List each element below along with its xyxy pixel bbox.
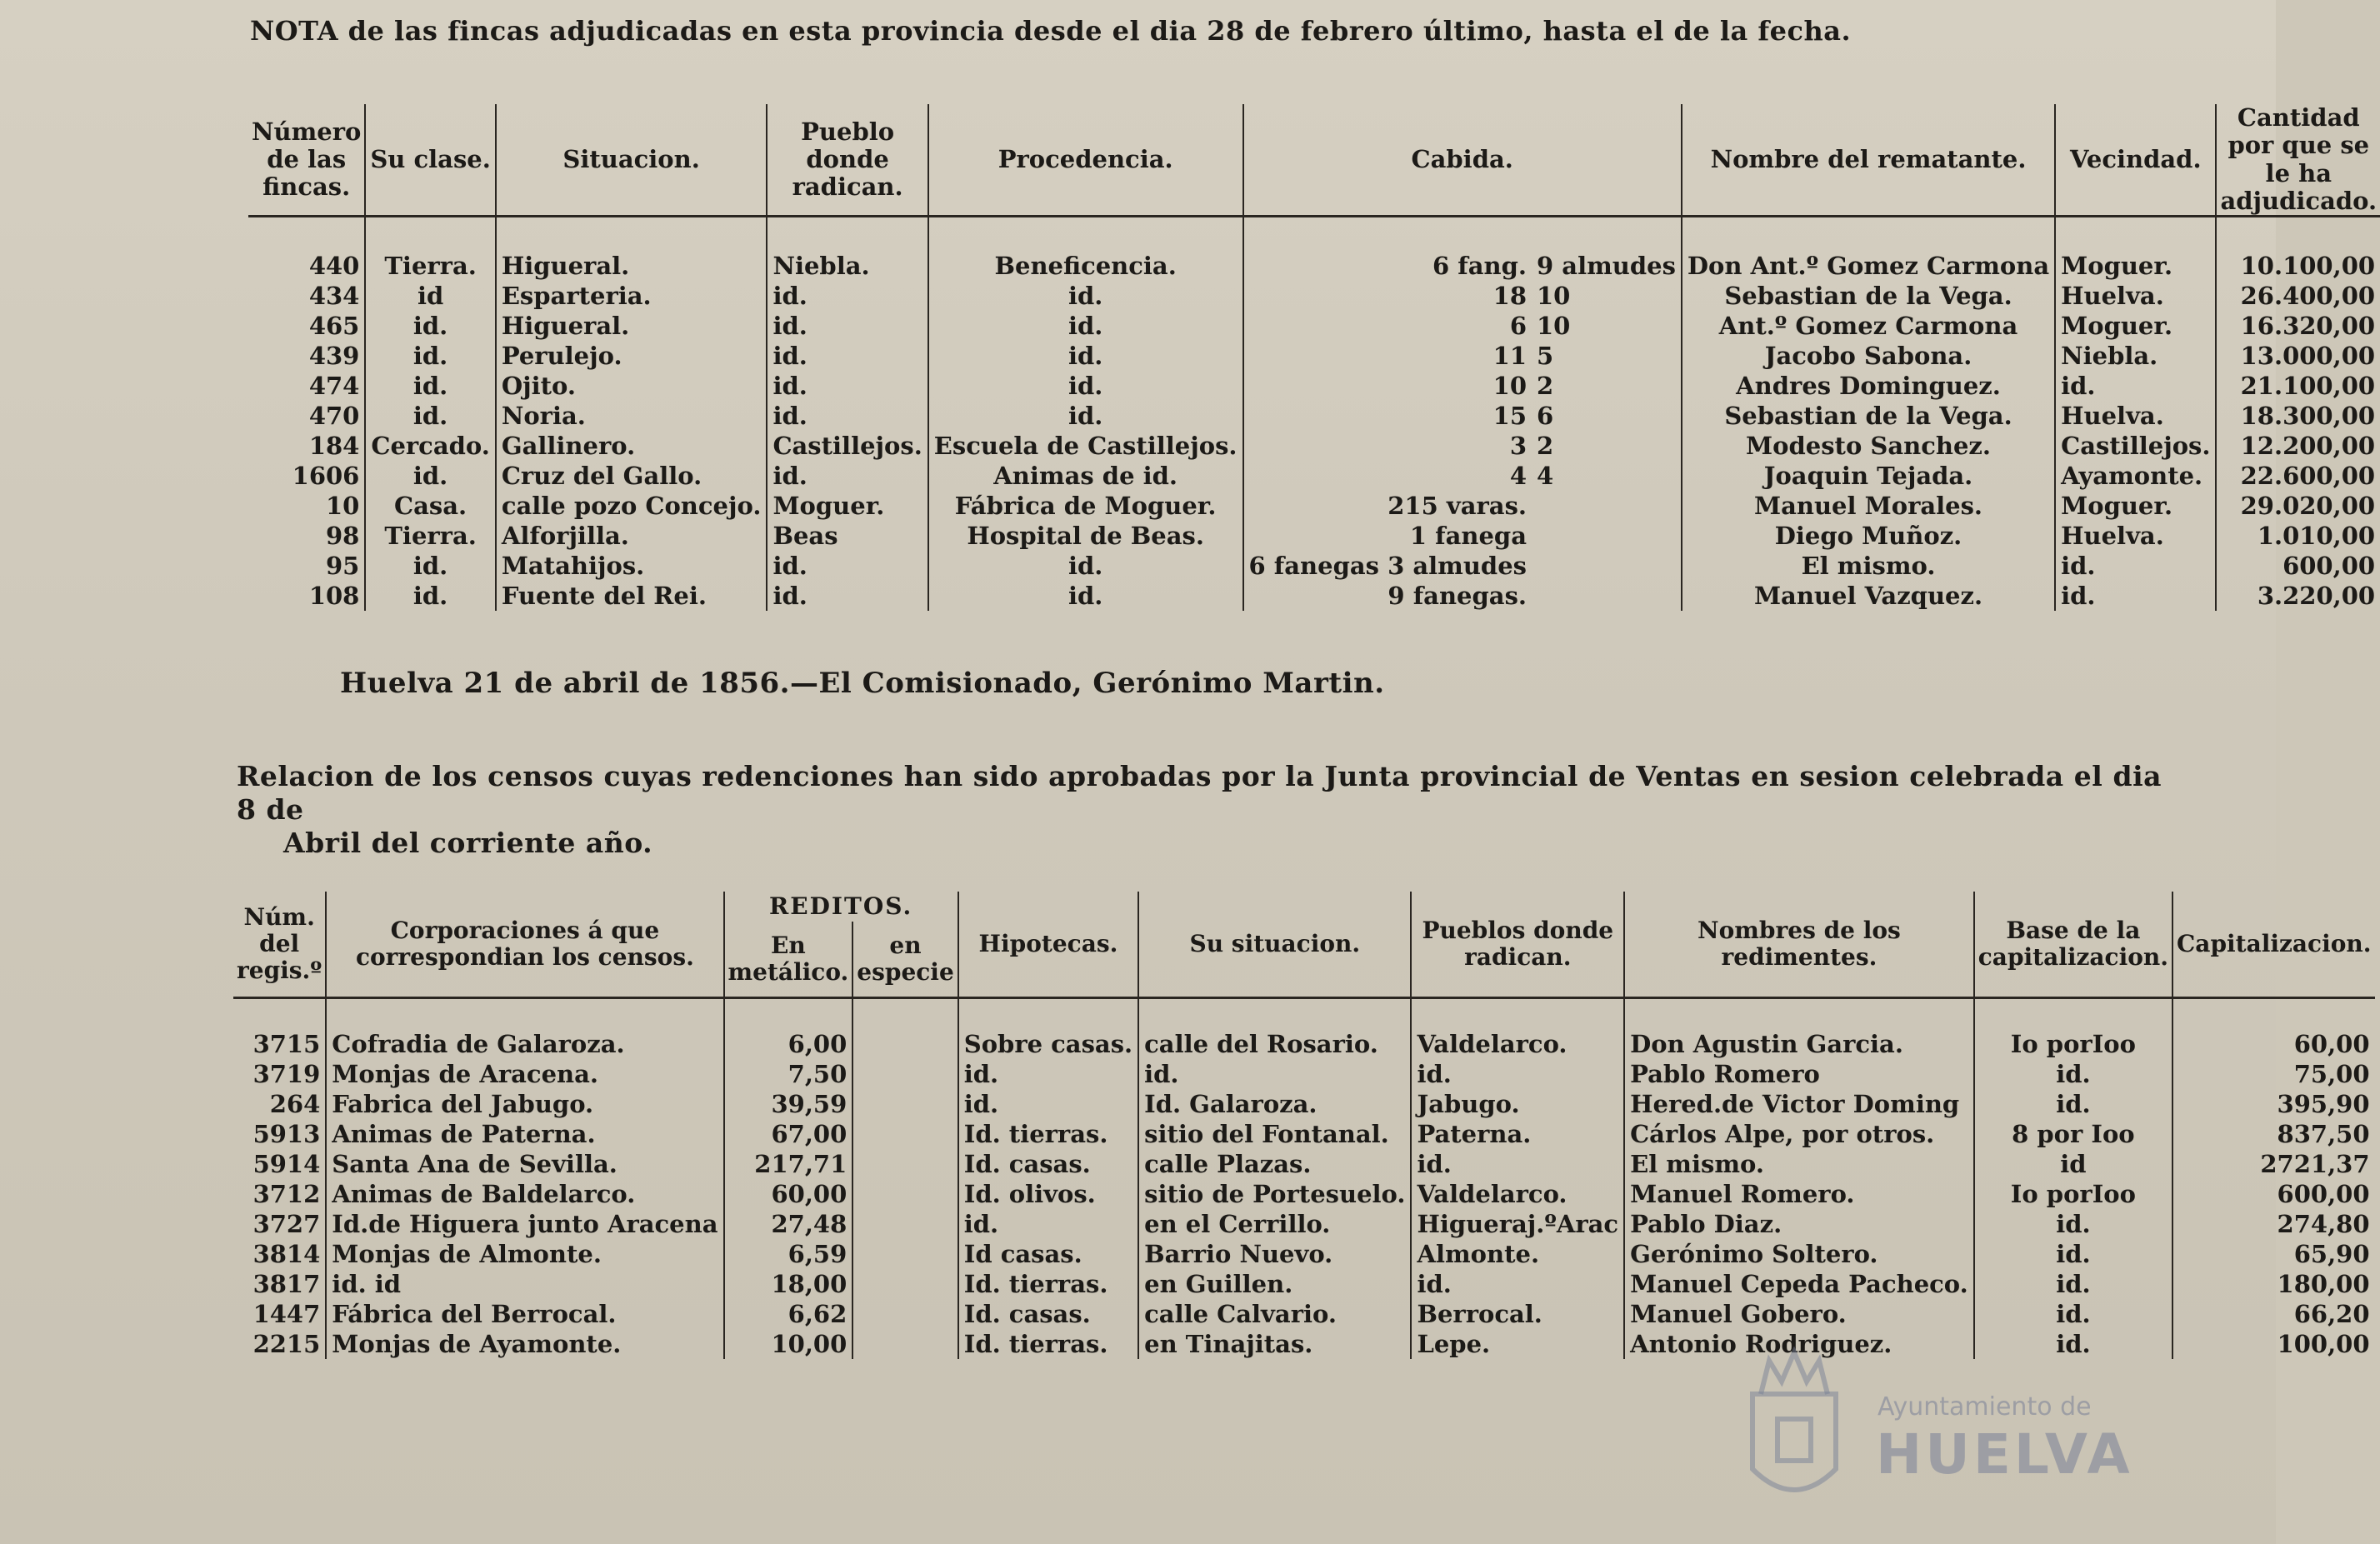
censo-registro: 5914 <box>252 1150 321 1178</box>
table-row <box>233 998 2375 1060</box>
finca-numero: 98 <box>326 522 360 551</box>
censo-corporacion: Id.de Higuera junto Aracena <box>326 1209 723 1239</box>
finca-procedencia: id. <box>928 581 1243 611</box>
censo-hipoteca: Sobre casas. <box>958 998 1138 1060</box>
finca-procedencia: id. <box>928 281 1243 311</box>
finca-pueblo: id. <box>767 551 928 581</box>
finca-cabida-b: 6 <box>1537 402 1554 431</box>
censo-metalico: 6,62 <box>724 1299 853 1329</box>
table-row <box>233 1299 2375 1329</box>
censo-pueblo: Lepe. <box>1411 1329 1624 1359</box>
finca-procedencia: id. <box>928 401 1243 431</box>
finca-cabida-b <box>1532 551 1682 581</box>
table-row <box>233 1059 2375 1089</box>
finca-cantidad: 600,00 <box>2216 551 2380 581</box>
finca-pueblo: id. <box>767 461 928 491</box>
censo-corporacion: Cofradia de Galaroza. <box>326 998 723 1060</box>
censo-hipoteca: Id casas. <box>958 1239 1138 1269</box>
finca-pueblo: Moguer. <box>767 491 928 521</box>
censos-header-group-row <box>233 892 2375 922</box>
censo-capitalizacion: 75,00 <box>2172 1059 2375 1089</box>
finca-pueblo: id. <box>767 281 928 311</box>
finca-situacion: Alforjilla. <box>496 521 768 551</box>
censo-situacion: en Guillen. <box>1138 1269 1411 1299</box>
censo-pueblo: Valdelarco. <box>1411 1179 1624 1209</box>
censo-metalico: 67,00 <box>724 1119 853 1149</box>
relacion-title-line1: Relacion de los censos cuyas redenciones han sido aprobadas por la Junta provincial de Ventas en sesion celebrada el dia 8 de <box>237 760 2162 826</box>
censo-hipoteca: Id. tierras. <box>958 1269 1138 1299</box>
finca-situacion: Noria. <box>496 401 768 431</box>
finca-cabida-b <box>1532 491 1682 521</box>
censo-metalico: 27,48 <box>724 1209 853 1239</box>
finca-rematante: El mismo. <box>1682 551 2055 581</box>
censo-capitalizacion: 66,20 <box>2172 1299 2375 1329</box>
censo-capitalizacion: 837,50 <box>2172 1119 2375 1149</box>
finca-cabida-b: 4 <box>1537 462 1554 491</box>
table-row <box>248 281 2380 311</box>
censo-especie <box>852 1299 958 1329</box>
finca-cabida-a: 10 <box>1243 371 1532 401</box>
censo-corporacion: Monjas de Aracena. <box>326 1059 723 1089</box>
finca-vecindad: id. <box>2055 581 2216 611</box>
fincas-header-row <box>248 104 2380 217</box>
finca-situacion: Matahijos. <box>496 551 768 581</box>
censo-especie <box>852 1059 958 1089</box>
censo-redimente: Manuel Romero. <box>1624 1179 1974 1209</box>
finca-cantidad: 1.010,00 <box>2216 521 2380 551</box>
finca-situacion: Ojito. <box>496 371 768 401</box>
finca-situacion: calle pozo Concejo. <box>496 491 768 521</box>
finca-cabida-b: 10 <box>1537 312 1571 341</box>
finca-cantidad: 22.600,00 <box>2216 461 2380 491</box>
censo-registro: 5913 <box>252 1120 321 1148</box>
finca-situacion: Perulejo. <box>496 341 768 371</box>
header-corporaciones: Corporaciones á que correspondian los censos. <box>326 892 723 998</box>
finca-rematante: Joaquin Tejada. <box>1682 461 2055 491</box>
censo-corporacion: Animas de Baldelarco. <box>326 1179 723 1209</box>
censo-especie <box>852 1149 958 1179</box>
finca-clase: Casa. <box>365 491 495 521</box>
header-cabida: Cabida. <box>1243 104 1682 217</box>
finca-numero: 95 <box>326 552 360 581</box>
finca-numero: 10 <box>326 492 360 521</box>
finca-cantidad: 26.400,00 <box>2216 281 2380 311</box>
censo-situacion: calle Plazas. <box>1138 1149 1411 1179</box>
finca-rematante: Don Ant.º Gomez Carmona <box>1682 217 2055 282</box>
censo-redimente: Gerónimo Soltero. <box>1624 1239 1974 1269</box>
watermark-line2: HUELVA <box>1876 1422 2133 1487</box>
header-vecindad: Vecindad. <box>2055 104 2216 217</box>
censo-pueblo: id. <box>1411 1059 1624 1089</box>
censo-metalico: 6,00 <box>724 998 853 1060</box>
finca-rematante: Ant.º Gomez Carmona <box>1682 311 2055 341</box>
censo-pueblo: Higueraj.ºArac <box>1411 1209 1624 1239</box>
censo-situacion: calle del Rosario. <box>1138 998 1411 1060</box>
table-row <box>248 217 2380 282</box>
censo-registro: 3715 <box>252 1030 321 1058</box>
table-row <box>248 491 2380 521</box>
censo-base: 8 por Ioo <box>1974 1119 2172 1149</box>
header-numero: Número de las fincas. <box>248 104 365 217</box>
censo-registro: 3727 <box>252 1210 321 1238</box>
table-row <box>233 1119 2375 1149</box>
censo-pueblo: Almonte. <box>1411 1239 1624 1269</box>
censo-base: id. <box>1974 1329 2172 1359</box>
finca-situacion: Fuente del Rei. <box>496 581 768 611</box>
censo-registro: 3712 <box>252 1180 321 1208</box>
finca-pueblo: Beas <box>767 521 928 551</box>
finca-numero: 184 <box>308 432 360 461</box>
finca-numero: 439 <box>308 342 360 371</box>
finca-vecindad: Ayamonte. <box>2055 461 2216 491</box>
finca-pueblo: Niebla. <box>767 217 928 282</box>
censo-corporacion: Animas de Paterna. <box>326 1119 723 1149</box>
finca-clase: id. <box>365 311 495 341</box>
censo-redimente: Antonio Rodriguez. <box>1624 1329 1974 1359</box>
finca-pueblo: id. <box>767 341 928 371</box>
finca-numero: 470 <box>308 402 360 431</box>
finca-clase: id. <box>365 401 495 431</box>
relacion-title <box>237 760 2162 860</box>
censo-situacion: Barrio Nuevo. <box>1138 1239 1411 1269</box>
censo-metalico: 6,59 <box>724 1239 853 1269</box>
censo-registro: 264 <box>269 1090 321 1118</box>
header-procedencia: Procedencia. <box>928 104 1243 217</box>
censo-situacion: Id. Galaroza. <box>1138 1089 1411 1119</box>
censo-base: id. <box>1974 1059 2172 1089</box>
censo-registro: 3817 <box>252 1270 321 1298</box>
finca-situacion: Gallinero. <box>496 431 768 461</box>
finca-cantidad: 3.220,00 <box>2216 581 2380 611</box>
finca-procedencia: Fábrica de Moguer. <box>928 491 1243 521</box>
finca-numero: 434 <box>308 282 360 311</box>
censo-situacion: id. <box>1138 1059 1411 1089</box>
finca-cantidad: 29.020,00 <box>2216 491 2380 521</box>
censo-capitalizacion: 2721,37 <box>2172 1149 2375 1179</box>
censo-especie <box>852 1119 958 1149</box>
header-cantidad: Cantidad por que se le ha adjudicado. <box>2216 104 2380 217</box>
relacion-title-line2: Abril del corriente año. <box>283 827 653 859</box>
finca-rematante: Modesto Sanchez. <box>1682 431 2055 461</box>
table-row <box>233 1239 2375 1269</box>
censo-hipoteca: Id. casas. <box>958 1149 1138 1179</box>
header-hipotecas: Hipotecas. <box>958 892 1138 998</box>
fincas-table <box>248 104 2380 611</box>
censo-corporacion: Santa Ana de Sevilla. <box>326 1149 723 1179</box>
censo-metalico: 217,71 <box>724 1149 853 1179</box>
finca-numero: 108 <box>308 582 360 611</box>
finca-cabida-b: 5 <box>1537 342 1554 371</box>
table-row <box>248 551 2380 581</box>
censo-hipoteca: Id. casas. <box>958 1299 1138 1329</box>
table-row <box>248 521 2380 551</box>
table-row <box>248 311 2380 341</box>
finca-cabida-b: 2 <box>1537 372 1554 401</box>
censo-registro: 2215 <box>252 1330 321 1358</box>
finca-cabida-a: 15 <box>1243 401 1532 431</box>
finca-cabida-a: 9 fanegas. <box>1243 581 1532 611</box>
finca-procedencia: Animas de id. <box>928 461 1243 491</box>
finca-cantidad: 12.200,00 <box>2216 431 2380 461</box>
censo-redimente: Pablo Diaz. <box>1624 1209 1974 1239</box>
header-registro: Núm. del regis.º <box>233 892 326 998</box>
finca-numero: 440 <box>308 252 360 281</box>
censo-metalico: 18,00 <box>724 1269 853 1299</box>
censo-base: id. <box>1974 1299 2172 1329</box>
header-metalico: En metálico. <box>724 922 853 998</box>
censo-capitalizacion: 180,00 <box>2172 1269 2375 1299</box>
censo-situacion: en Tinajitas. <box>1138 1329 1411 1359</box>
censo-corporacion: Monjas de Ayamonte. <box>326 1329 723 1359</box>
finca-clase: id. <box>365 341 495 371</box>
finca-clase: id. <box>365 461 495 491</box>
finca-vecindad: Niebla. <box>2055 341 2216 371</box>
table-row <box>248 461 2380 491</box>
finca-cabida-b <box>1532 581 1682 611</box>
finca-cabida-a: 18 <box>1243 281 1532 311</box>
finca-cabida-b: 2 <box>1537 432 1554 461</box>
finca-vecindad: Castillejos. <box>2055 431 2216 461</box>
censo-base: id. <box>1974 1269 2172 1299</box>
censo-capitalizacion: 65,90 <box>2172 1239 2375 1269</box>
signature-line: Huelva 21 de abril de 1856.—El Comisionado, Gerónimo Martin. <box>340 667 1385 700</box>
finca-clase: Cercado. <box>365 431 495 461</box>
finca-procedencia: Escuela de Castillejos. <box>928 431 1243 461</box>
finca-situacion: Esparteria. <box>496 281 768 311</box>
table-row <box>248 371 2380 401</box>
censo-redimente: Hered.de Victor Doming <box>1624 1089 1974 1119</box>
finca-vecindad: id. <box>2055 371 2216 401</box>
finca-procedencia: id. <box>928 371 1243 401</box>
table-row <box>248 581 2380 611</box>
censo-situacion: sitio de Portesuelo. <box>1138 1179 1411 1209</box>
finca-cantidad: 16.320,00 <box>2216 311 2380 341</box>
finca-cabida-b: 9 almudes <box>1537 252 1676 281</box>
censo-redimente: El mismo. <box>1624 1149 1974 1179</box>
censo-base: Io porIoo <box>1974 998 2172 1060</box>
header-base: Base de la capitalizacion. <box>1974 892 2172 998</box>
finca-cabida-a: 6 <box>1243 311 1532 341</box>
censo-pueblo: Valdelarco. <box>1411 998 1624 1060</box>
finca-cabida-a: 11 <box>1243 341 1532 371</box>
finca-cantidad: 18.300,00 <box>2216 401 2380 431</box>
finca-vecindad: id. <box>2055 551 2216 581</box>
censo-especie <box>852 1089 958 1119</box>
finca-clase: id. <box>365 581 495 611</box>
censo-base: id. <box>1974 1239 2172 1269</box>
finca-cabida-b: 10 <box>1537 282 1571 311</box>
finca-pueblo: id. <box>767 581 928 611</box>
censo-capitalizacion: 395,90 <box>2172 1089 2375 1119</box>
finca-clase: id. <box>365 371 495 401</box>
table-row <box>248 401 2380 431</box>
censo-corporacion: id. id <box>326 1269 723 1299</box>
table-row <box>248 341 2380 371</box>
finca-procedencia: id. <box>928 311 1243 341</box>
finca-rematante: Sebastian de la Vega. <box>1682 401 2055 431</box>
censo-hipoteca: Id. tierras. <box>958 1329 1138 1359</box>
finca-procedencia: id. <box>928 551 1243 581</box>
finca-vecindad: Huelva. <box>2055 281 2216 311</box>
finca-numero: 474 <box>308 372 360 401</box>
censo-registro: 1447 <box>252 1300 321 1328</box>
finca-vecindad: Moguer. <box>2055 491 2216 521</box>
censo-metalico: 7,50 <box>724 1059 853 1089</box>
censo-base: id. <box>1974 1209 2172 1239</box>
finca-vecindad: Huelva. <box>2055 401 2216 431</box>
finca-cabida-a: 6 fang. <box>1243 217 1532 282</box>
table-row <box>233 1089 2375 1119</box>
censo-pueblo: Jabugo. <box>1411 1089 1624 1119</box>
censo-hipoteca: Id. tierras. <box>958 1119 1138 1149</box>
censo-pueblo: id. <box>1411 1149 1624 1179</box>
header-redimentes: Nombres de los redimentes. <box>1624 892 1974 998</box>
finca-situacion: Higueral. <box>496 217 768 282</box>
censos-table <box>233 892 2375 1359</box>
coat-of-arms-icon <box>1736 1344 1852 1511</box>
censo-corporacion: Monjas de Almonte. <box>326 1239 723 1269</box>
finca-rematante: Diego Muñoz. <box>1682 521 2055 551</box>
censo-hipoteca: id. <box>958 1089 1138 1119</box>
header-situacion: Situacion. <box>496 104 768 217</box>
censo-capitalizacion: 60,00 <box>2172 998 2375 1060</box>
finca-numero: 465 <box>308 312 360 341</box>
censo-capitalizacion: 100,00 <box>2172 1329 2375 1359</box>
header-especie: en especie <box>852 922 958 998</box>
censo-corporacion: Fábrica del Berrocal. <box>326 1299 723 1329</box>
censo-redimente: Cárlos Alpe, por otros. <box>1624 1119 1974 1149</box>
censo-capitalizacion: 274,80 <box>2172 1209 2375 1239</box>
finca-cabida-a: 215 varas. <box>1243 491 1532 521</box>
censo-redimente: Manuel Gobero. <box>1624 1299 1974 1329</box>
finca-vecindad: Huelva. <box>2055 521 2216 551</box>
finca-rematante: Jacobo Sabona. <box>1682 341 2055 371</box>
table-row <box>233 1149 2375 1179</box>
finca-procedencia: Hospital de Beas. <box>928 521 1243 551</box>
censo-registro: 3814 <box>252 1240 321 1268</box>
censo-pueblo: Berrocal. <box>1411 1299 1624 1329</box>
table-row <box>248 431 2380 461</box>
censo-especie <box>852 1179 958 1209</box>
censo-pueblo: Paterna. <box>1411 1119 1624 1149</box>
censo-metalico: 60,00 <box>724 1179 853 1209</box>
censo-redimente: Manuel Cepeda Pacheco. <box>1624 1269 1974 1299</box>
censo-metalico: 39,59 <box>724 1089 853 1119</box>
nota-title: NOTA de las fincas adjudicadas en esta provincia desde el dia 28 de febrero último, hasta el de la fecha. <box>250 15 1852 47</box>
finca-rematante: Sebastian de la Vega. <box>1682 281 2055 311</box>
censo-especie <box>852 1209 958 1239</box>
header-pueblos: Pueblos donde radican. <box>1411 892 1624 998</box>
censo-base: id. <box>1974 1089 2172 1119</box>
watermark-line1: Ayuntamiento de <box>1878 1392 2092 1422</box>
censo-capitalizacion: 600,00 <box>2172 1179 2375 1209</box>
censo-especie <box>852 1239 958 1269</box>
censo-especie <box>852 1269 958 1299</box>
censo-redimente: Don Agustin Garcia. <box>1624 998 1974 1060</box>
finca-procedencia: id. <box>928 341 1243 371</box>
censo-especie <box>852 998 958 1060</box>
header-clase: Su clase. <box>365 104 495 217</box>
finca-pueblo: id. <box>767 401 928 431</box>
finca-cabida-a: 1 fanega <box>1243 521 1532 551</box>
censo-hipoteca: id. <box>958 1059 1138 1089</box>
finca-cantidad: 21.100,00 <box>2216 371 2380 401</box>
censo-corporacion: Fabrica del Jabugo. <box>326 1089 723 1119</box>
censo-registro: 3719 <box>252 1060 321 1088</box>
finca-situacion: Cruz del Gallo. <box>496 461 768 491</box>
finca-pueblo: id. <box>767 371 928 401</box>
finca-cabida-a: 6 fanegas 3 almudes <box>1243 551 1532 581</box>
censo-pueblo: id. <box>1411 1269 1624 1299</box>
censo-base: id <box>1974 1149 2172 1179</box>
finca-rematante: Manuel Morales. <box>1682 491 2055 521</box>
censo-redimente: Pablo Romero <box>1624 1059 1974 1089</box>
header-pueblo: Pueblo donde radican. <box>767 104 928 217</box>
header-reditos: REDITOS. <box>724 892 958 922</box>
censo-especie <box>852 1329 958 1359</box>
censo-metalico: 10,00 <box>724 1329 853 1359</box>
finca-procedencia: Beneficencia. <box>928 217 1243 282</box>
table-row <box>233 1269 2375 1299</box>
table-row <box>233 1209 2375 1239</box>
finca-vecindad: Moguer. <box>2055 217 2216 282</box>
finca-situacion: Higueral. <box>496 311 768 341</box>
censo-base: Io porIoo <box>1974 1179 2172 1209</box>
censo-situacion: calle Calvario. <box>1138 1299 1411 1329</box>
finca-clase: id. <box>365 551 495 581</box>
header-rematante: Nombre del rematante. <box>1682 104 2055 217</box>
header-situacion-censo: Su situacion. <box>1138 892 1411 998</box>
finca-clase: id <box>365 281 495 311</box>
finca-rematante: Andres Dominguez. <box>1682 371 2055 401</box>
finca-cantidad: 10.100,00 <box>2216 217 2380 282</box>
header-capitalizacion: Capitalizacion. <box>2172 892 2375 998</box>
finca-pueblo: id. <box>767 311 928 341</box>
finca-cabida-a: 4 <box>1243 461 1532 491</box>
finca-pueblo: Castillejos. <box>767 431 928 461</box>
finca-clase: Tierra. <box>365 217 495 282</box>
finca-cabida-b <box>1532 521 1682 551</box>
censo-hipoteca: Id. olivos. <box>958 1179 1138 1209</box>
censo-situacion: en el Cerrillo. <box>1138 1209 1411 1239</box>
censo-hipoteca: id. <box>958 1209 1138 1239</box>
finca-cantidad: 13.000,00 <box>2216 341 2380 371</box>
watermark-logo <box>1736 1344 2202 1511</box>
finca-vecindad: Moguer. <box>2055 311 2216 341</box>
table-row <box>233 1179 2375 1209</box>
finca-rematante: Manuel Vazquez. <box>1682 581 2055 611</box>
finca-clase: Tierra. <box>365 521 495 551</box>
censo-situacion: sitio del Fontanal. <box>1138 1119 1411 1149</box>
finca-cabida-a: 3 <box>1243 431 1532 461</box>
finca-numero: 1606 <box>292 462 360 491</box>
